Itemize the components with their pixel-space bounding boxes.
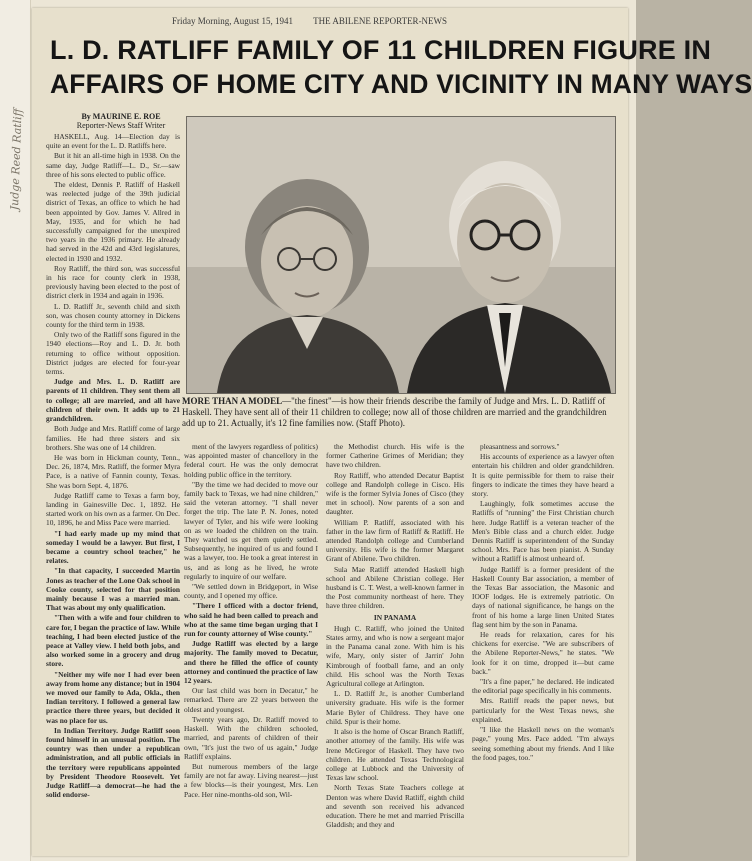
family-photo — [186, 116, 616, 394]
paragraph: Both Judge and Mrs. Ratliff come of large families. He had three sisters and six brothers. She was one of 14 children. — [46, 424, 180, 452]
photo-portrait-illustration — [187, 117, 615, 393]
paragraph: Judge and Mrs. L. D. Ratliff are parents of 11 children. They sent them all to college; all are married, and all have children of their own. It adds up to 21 grandchildren. — [46, 377, 180, 424]
byline — [46, 112, 196, 130]
handwritten-note: Judge Reed Ratliff — [8, 108, 25, 211]
paragraph: Mrs. Ratliff reads the paper news, but particularly for the West Texas news, she explained. — [472, 696, 614, 724]
paragraph: Roy Ratliff, the third son, was successful in his race for county clerk in 1938, previously having been elected to the post of district clerk in 1934 and again in 1936. — [46, 263, 180, 301]
paragraph: He was born in Hickman county, Tenn., Dec. 26, 1874, Mrs. Ratliff, the former Myra Pace, is a native of Fannin county, Texas. She was born Sept. 4, 1876. — [46, 452, 180, 490]
paragraph: Judge Ratliff is a former president of the Haskell County Bar association, a member of the Texas Bar association, the Masonic and IOOF lodges. He is extremely patriotic. On days of national significance, he hangs on the front of his home a large linen United States flag sent him by the son in Panama. — [472, 564, 614, 629]
dateline-date: Friday Morning, August 15, 1941 — [172, 16, 294, 26]
paragraph: the Methodist church. His wife is the former Catherine Grimes of Meridian; they have two children. — [326, 442, 464, 470]
paragraph: His accounts of experience as a lawyer often entertain his children and older grandchildren. It is quite permissible for them to raise their fingers to indicate the times they have heard a story. — [472, 452, 614, 499]
paragraph: pleasantness and sorrows." — [480, 442, 560, 451]
paragraph: The eldest, Dennis P. Ratliff of Haskell was reelected judge of the 39th judicial district of Texas, an office to which he had been appointed by Gov. James V. Allred in May, 1935, and for which he had successfully campaigned for the unexpired two years in the 1936 primary. He already had served in the 42d and 43rd legislatures, elected in 1930 and 1932. — [46, 180, 180, 263]
dateline — [172, 16, 632, 26]
article-column-3 — [326, 442, 464, 850]
newspaper-clipping — [32, 8, 752, 856]
paragraph: "I had early made up my mind that someday I would be a lawyer. But first, I became a country school teacher," he relates. — [46, 528, 180, 566]
paragraph: "We settled down in Bridgeport, in Wise county, and I opened my office. — [184, 582, 318, 601]
paragraph: Only two of the Ratliff sons figured in the 1940 elections—Roy and L. D. Jr. both returning to office without opposition. District judges are elected for four-year terms. — [46, 330, 180, 377]
byline-author: By MAURINE E. ROE — [81, 112, 161, 121]
photo-caption — [182, 396, 614, 429]
headline-line-1: L. D. RATLIFF FAMILY OF 11 CHILDREN FIGURE IN — [50, 35, 712, 65]
article-column-4 — [472, 442, 614, 850]
paragraph: Judge Ratliff was elected by a large majority. The family moved to Decatur, and there he filled the office of county attorney and continued the practice of law 12 years. — [184, 639, 318, 686]
paragraph: Laughingly, folk sometimes accuse the Ratliffs of "running" the First Christian church here. Judge Ratliff is a veteran teacher of the Men's Bible class and a church elder. Judge Dennis Ratliff is superintendent of the Sunday school. Mrs. Pace has been pianist. A Sunday without a Ratliff is almost unheard of. — [472, 499, 614, 564]
scrapbook-margin — [0, 0, 31, 861]
paragraph: "By the time we had decided to move our family back to Texas, we had nine children," said the veteran attorney. "I shall never forget the trip. The late P. N. Jones, noted lawyer of Tyler, and his wife were looking on as we loaded the children on the train. They watched us get them quietly settled. Subsequently, he inquired of us and found I was a lawyer, too. He took a great interest in us, and as long as he lived, he wrote regularly to inquire of our welfare. — [184, 479, 318, 581]
subheading: IN PANAMA — [373, 612, 417, 622]
paragraph: Our last child was born in Decatur," he remarked. There are 22 years between the oldest and youngest. — [184, 686, 318, 714]
paragraph: L. D. Ratliff Jr., is another Cumberland university graduate. His wife is the former Marie Byler of Childress. They have one child. Spur is their home. — [326, 689, 464, 726]
byline-role: Reporter-News Staff Writer — [76, 121, 166, 130]
paragraph: North Texas State Teachers college at Denton was where David Ratliff, eighth child and seventh son received his advanced education. There he met and married Priscilla Gladdish; and they and — [326, 783, 464, 830]
paragraph: "Then with a wife and four children to care for, I began the practice of law. While teaching, I had been elected justice of the peace at Valley view. I held both jobs, and also worked some in a grocery and drug store. — [46, 613, 180, 669]
paragraph: "It's a fine paper," he declared. He indicated the editorial page specifically in his comments. — [472, 677, 614, 696]
paragraph: William P. Ratliff, associated with his father in the law firm of Ratliff & Ratliff. He attended Randolph college and Cumberland university. His wife is the former Margaret Grant of Abilene. Two children. — [326, 517, 464, 564]
paragraph: Judge Ratliff came to Texas a farm boy, landing in Gainesville Dec. 1, 1892. He started work on his own as a farmer. On Dec. 10, 1896, he and Miss Pace were married. — [46, 490, 180, 528]
paragraph: But it hit an all-time high in 1938. On the same day, Judge Ratliff—L. D., Sr.—saw three of his sons elected to public office. — [46, 151, 180, 179]
paragraph: HASKELL, Aug. 14—Election day is quite an event for the L. D. Ratliffs here. — [46, 132, 180, 151]
paragraph: Roy Ratliff, who attended Decatur Baptist college and Randolph college in Cisco. His wife is the former Sylvia Jones of Cisco (they met in school). Now parents of a son and daughter. — [326, 470, 464, 517]
article-column-2 — [184, 442, 318, 850]
paragraph: "In that capacity, I succeeded Martin Jones as teacher of the Lone Oak school in Cooke county, selected for that position mainly because I was a married man. That was about my only qualification. — [46, 566, 180, 613]
paragraph: In Indian Territory. Judge Ratliff soon found himself in an unusual position. The country was then under a republican administration, and all public officials in the territory were republicans appointed by President Theodore Roosevelt. Yet Judge Ratliff—a democrat—he had the solid endorse- — [46, 725, 180, 800]
paragraph: But numerous members of the large family are not far away. Living nearest—just a few blocks—is their youngest, Mrs. Len Pace. Her nine-months-old son, Wil- — [184, 761, 318, 799]
paragraph: ment of the lawyers regardless of politics) was appointed master of chancellory in the federal court. He was the only democrat holding public office in the territory. — [184, 442, 318, 479]
headline-line-2: AFFAIRS OF HOME CITY AND VICINITY IN MANY WAYS — [50, 69, 752, 99]
paragraph: Hugh C. Ratliff, who joined the United States army, and who is now a sergeant major in the Panama canal zone. With him is his wife, Mary, only sister of Jarrin' John Kimbrough of football fame, and an only child. His school was the North Texas Agricultural college at Arlington. — [326, 623, 464, 689]
caption-lead: MORE THAN A MODEL — [182, 396, 283, 406]
paragraph: Twenty years ago, Dr. Ratliff moved to Haskell. With the children schooled, married, and parents of children of their own, "It's just the two of us again," Judge Ratliff explains. — [184, 714, 318, 761]
paragraph: He reads for relaxation, cares for his chickens for exercise. "We are subscribers of the Abilene Reporter-News," he states. "We look for it on time, dropped it—but came back." — [472, 630, 614, 676]
paragraph: "There I officed with a doctor friend, who said he had been called to preach and who at the same time began urging that I run for county attorney of Wise county." — [184, 601, 318, 639]
paragraph: L. D. Ratliff Jr., seventh child and sixth son, was chosen county attorney in Dickens county for the third term in 1938. — [46, 301, 180, 330]
caption-text: —"the finest"—is how their friends describe the family of Judge and Mrs. L. D. Ratliff of Haskell. They have sent all of their 11 children to college; now all of those children are married and the grandchildren add up to 21. Actually, it's 12 fine families now. (Staff Photo). — [182, 396, 607, 428]
paragraph: It also is the home of Oscar Branch Ratliff, another attorney of the family. His wife was Irene McGregor of Haskell. They have two children. He attended Texas Technological college at Lubbock and the University of Texas law school. — [326, 727, 464, 783]
article-column-1 — [46, 132, 180, 850]
paragraph: Sula Mae Ratliff attended Haskell high school and Abilene Christian college. Her husband is C. T. West, a well-known farmer in the Post community northeast of here. They have three children. — [326, 564, 464, 611]
dateline-paper: THE ABILENE REPORTER-NEWS — [313, 16, 448, 26]
paragraph: "I like the Haskell news on the woman's page," young Mrs. Pace added. "I'm always seeing something about my friends. And I like the food pages, too." — [472, 725, 614, 762]
paragraph: "Neither my wife nor I had ever been away from home any distance; but in 1904 we moved our family to Ada, Okla., then Indian territory. I followed a general law practice there three years, but decided it was no place for us. — [46, 669, 180, 725]
